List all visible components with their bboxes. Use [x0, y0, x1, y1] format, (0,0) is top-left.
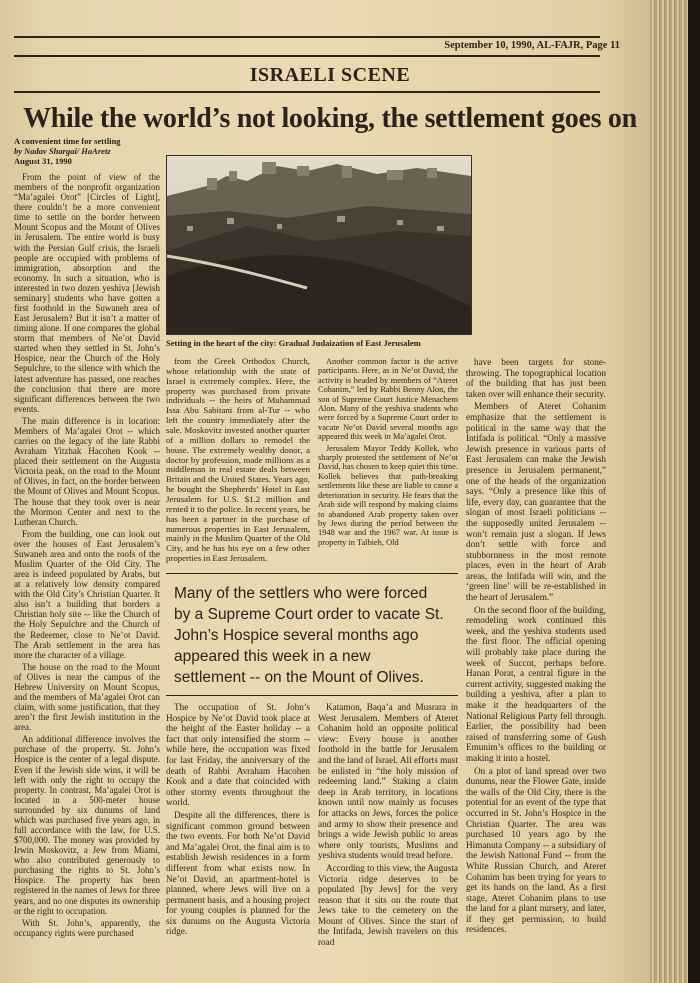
column-2: [166, 357, 310, 566]
binding-shadow: [688, 0, 700, 983]
top-rule: [14, 36, 600, 38]
paragraph: Jerusalem Mayor Teddy Kollek, who sharply protested the settlement of Ne’ot David, has chosen to keep quiet this time. Kollek believes that path-breaking settlements like these are liable to cause a deterioration in security. He fears that the Arab side will respond by making claims to abandoned Arab property taken over by Jews during the period between the 1948 war and the 1967 war. At issue is property in Talbieh, Old: [318, 443, 458, 547]
column-1: [14, 172, 160, 940]
dateline-rule: [14, 55, 600, 57]
pull-quote-top-rule: [166, 573, 458, 574]
paragraph: On a plot of land spread over two dunums, near the Flower Gate, inside the walls of the Old City, there is the potential for an event of the type that occurred in St. John’s Hospice in the Christian Quarter. The area was purchased 10 years ago by the Himanuta Company -- a subsidiary of the Jewish National Fund -- from the White Russian Church, and Ateret Cohanim has been trying for years to get its hands on the land. As a first stage, Ateret Cohanim plans to use the land for a plant nursery, and later, if they get permission, to build residences.: [466, 765, 606, 935]
paragraph: On the second floor of the building, remodeling work continued this week, and the yeshiva students used the first floor. The official opening will probably take place during the week of Succot, perhaps before. Hanan Porat, a central figure in the current activity, suggested making the building a yeshiva, after a plan to make it the headquarters of the National Religious Party fell through. Earlier, the possibility had been raised of transferring some of Gush Emunim’s offices to the building or making it into a hostel.: [466, 604, 606, 763]
paragraph: from the Greek Orthodox Church, whose relationship with the state of Israel is extremely complex. Here, the property was purchased from private individuals -- the heirs of Muhammad Issa Abu Sabitani from al-Tur -- who left the country immediately after the sale. Moskovitz invested another quarter of a million dollars to remodel the house. The extremely wealthy donor, a doctor by profession, made millions as a middleman in real estate deals between Britain and the United States. Years ago, he bought the Shepherds’ Hotel in East Jerusalem for U.S. $1.2 million and rented it to the police. In recent years, he has been a partner in the purchase of numerous properties in East Jerusalem, mainly in the Muslim Quarter of the Old City, and he has his eye on a few other properties in East Jerusalem.: [166, 356, 310, 564]
pull-quote: Many of the settlers who were forced by a Supreme Court order to vacate St. John’s Hospice several months ago appeared this week in a new settlement -- on the Mount of Olives.: [174, 585, 444, 686]
paragraph: With St. John’s, apparently, the occupancy rights were purchased: [14, 917, 160, 938]
dateline: September 10, 1990, AL-FAJR, Page 11: [444, 40, 620, 51]
byline-date: August 31, 1990: [14, 156, 72, 166]
paragraph: From the point of view of the members of the nonprofit organization “Ma’agalei Orot” [Circles of Light], there couldn’t be a more convenient time to settle on the border between Mount Scopus and the Mount of Olives in Jerusalem. The entire world is busy with the Persian Gulf crisis, the Israeli people are occupied with problems of immigration, absorption and the economy. In such a situation, who is interested in two dozen yeshiva [Jewish seminary] students who have gotten a first foothold in the Suwaneh area of East Jerusalem? But it isn’t a matter of timing alone. If one compares the global storm that members of Ne’ot David started when they settled in St. John’s Hospice, near the Church of the Holy Sepulchre, to the silence with which the latest adventure has passed, one reaches the conclusion that there are more significant differences between the two events.: [14, 172, 160, 414]
photo-illustration: [167, 156, 471, 334]
paragraph: According to this view, the Augusta Victoria ridge deserves to be populated [by Jews] for the very reason that it sits on the route that Jews take to the cemetery on the Mount of Olives. Since the start of the Intifada, Jewish travelers on this road: [318, 862, 458, 948]
column-4: [466, 357, 606, 937]
photo-caption: Setting in the heart of the city: Gradual Judaization of East Jerusalem: [166, 338, 421, 348]
section-title: ISRAELI SCENE: [249, 64, 411, 86]
column-2-bottom: [166, 702, 310, 939]
paragraph: have been targets for stone-throwing. The topographical location of the building that has just been taken over will enhance their security.: [466, 357, 606, 399]
jerusalem-photo: [166, 155, 472, 335]
byline: [14, 136, 174, 166]
paragraph: Despite all the differences, there is significant common ground between the two events. For both Ne’ot David and Ma’agalei Orot, the final aim is to establish Jewish residences in a form different from what exists now. In Ne’ot David, an apartment-hotel is planned, where Jews will live on a permanent basis, and a housing project for young couples is planned for the six dunums on the Augusta Victoria ridge.: [166, 809, 310, 937]
headline: While the world’s not looking, the settlement goes on: [23, 103, 637, 134]
paragraph: Katamon, Baqa’a and Musrara in West Jerusalem. Members of Ateret Cohanim hold an opposite political view: Every house is another foothold in the battle for Jerusalem and the land of Israel. All efforts must be enlisted in “the holy mission of redeeming land.” Staking a claim deep in Arab territory, in locations known until now mainly as focuses for attacks on Jews, forces the police and army to show their presence and brings a wide Jewish public to areas where only tourists, Muslims and yeshiva students would tread before.: [318, 702, 458, 861]
paragraph: From the building, one can look out over the houses of East Jerusalem’s Suwaneh area and onto the roofs of the Muslim Quarter of the Old City. The area is indeed populated by Arabs, but at a relatively low density compared with the Old City’s Christian Quarter. It also isn’t a building that borders a Christian holy site -- like the Church of the Holy Sepulchre and the Church of the Redeemer, close to Ne’ot David. The Arab settlement in the area has more the character of a village.: [14, 528, 160, 660]
paragraph: The occupation of St. John’s Hospice by Ne’ot David took place at the height of the Easter holiday -- a fact that only intensified the storm -- while here, the occupation was fixed for last Friday, the anniversary of the death of Rabbi Avraham Hacohen Kook and a date that coincided with other stormy events throughout the world.: [166, 702, 310, 808]
column-3-bottom: [318, 702, 458, 950]
byline-author: by Nadav Shargai/ HaAretz: [14, 146, 111, 156]
paragraph: Members of Ateret Cohanim emphasize that the settlement is political in the same way that the Intifada is political. “Only a massive Jewish presence in various parts of East Jerusalem can make the Jewish presence in Jerusalem permanent,” one of the heads of the organization says. “Only a presence like this of life, every day, can guarantee that the slogan of most Israeli politicians -- the supposedly united Jerusalem -- won’t remain just a slogan. If Jews don’t settle with force and stubbornness in the most remote places, even in the heart of Arab areas, the Intifada will win, and the ‘green line’ will be re-established in the heart of Jerusalem.”: [466, 401, 606, 603]
section-rule: [14, 91, 600, 93]
paragraph: An additional difference involves the purchase of the property. St. John’s Hospice is the center of a legal dispute. Even if the Jewish side wins, it will be left with only the right to occupy the property. In contrast, Ma’agalei Orot is located in a 500-meter house surrounded by six dunums of land which was purchased five years ago, in full accordance with the law, for U.S. $700,000. The money was provided by Irwin Moskovitz, a Jew from Miami, who also contributed generously to purchasing the rights to St. John’s Hospice. The property has been registered in the names of Jews for three years, and no one disputes its ownership or the right to occupation.: [14, 734, 160, 916]
paragraph: The main difference is in location: Members of Ma’agalei Orot -- which carries on the legacy of the late Rabbi Avraham Yitzhak Hacohen Kook -- placed their settlement on the Augusta Victoria peak, on the road to the Mount of Olives, in fact, on the border between the Mount of Olives and Mount Scopus. The house that they took over is near the Mormon Center and next to the Lutheran Church.: [14, 415, 160, 527]
paragraph: Another common factor is the active participants. Here, as in Ne’ot David, the activity is headed by members of “Ateret Cohanim,” led by Rabbi Benny Alon, the son of Supreme Court Justice Menachem Alon. Many of the yeshiva students who were forced by a Supreme Court order to vacate Ne’ot David several months ago appeared this week in Ma’agalei Orot.: [318, 357, 458, 442]
column-3: [318, 357, 458, 549]
byline-kicker: A convenient time for settling: [14, 136, 121, 146]
paragraph: The house on the road to the Mount of Olives is near the campus of the Hebrew University on Mount Scopus, and the members of Ma’agalei Orot can claim, with some justification, that they aren’t the first Jewish institution in the area.: [14, 661, 160, 733]
pull-quote-bottom-rule: [166, 695, 458, 696]
